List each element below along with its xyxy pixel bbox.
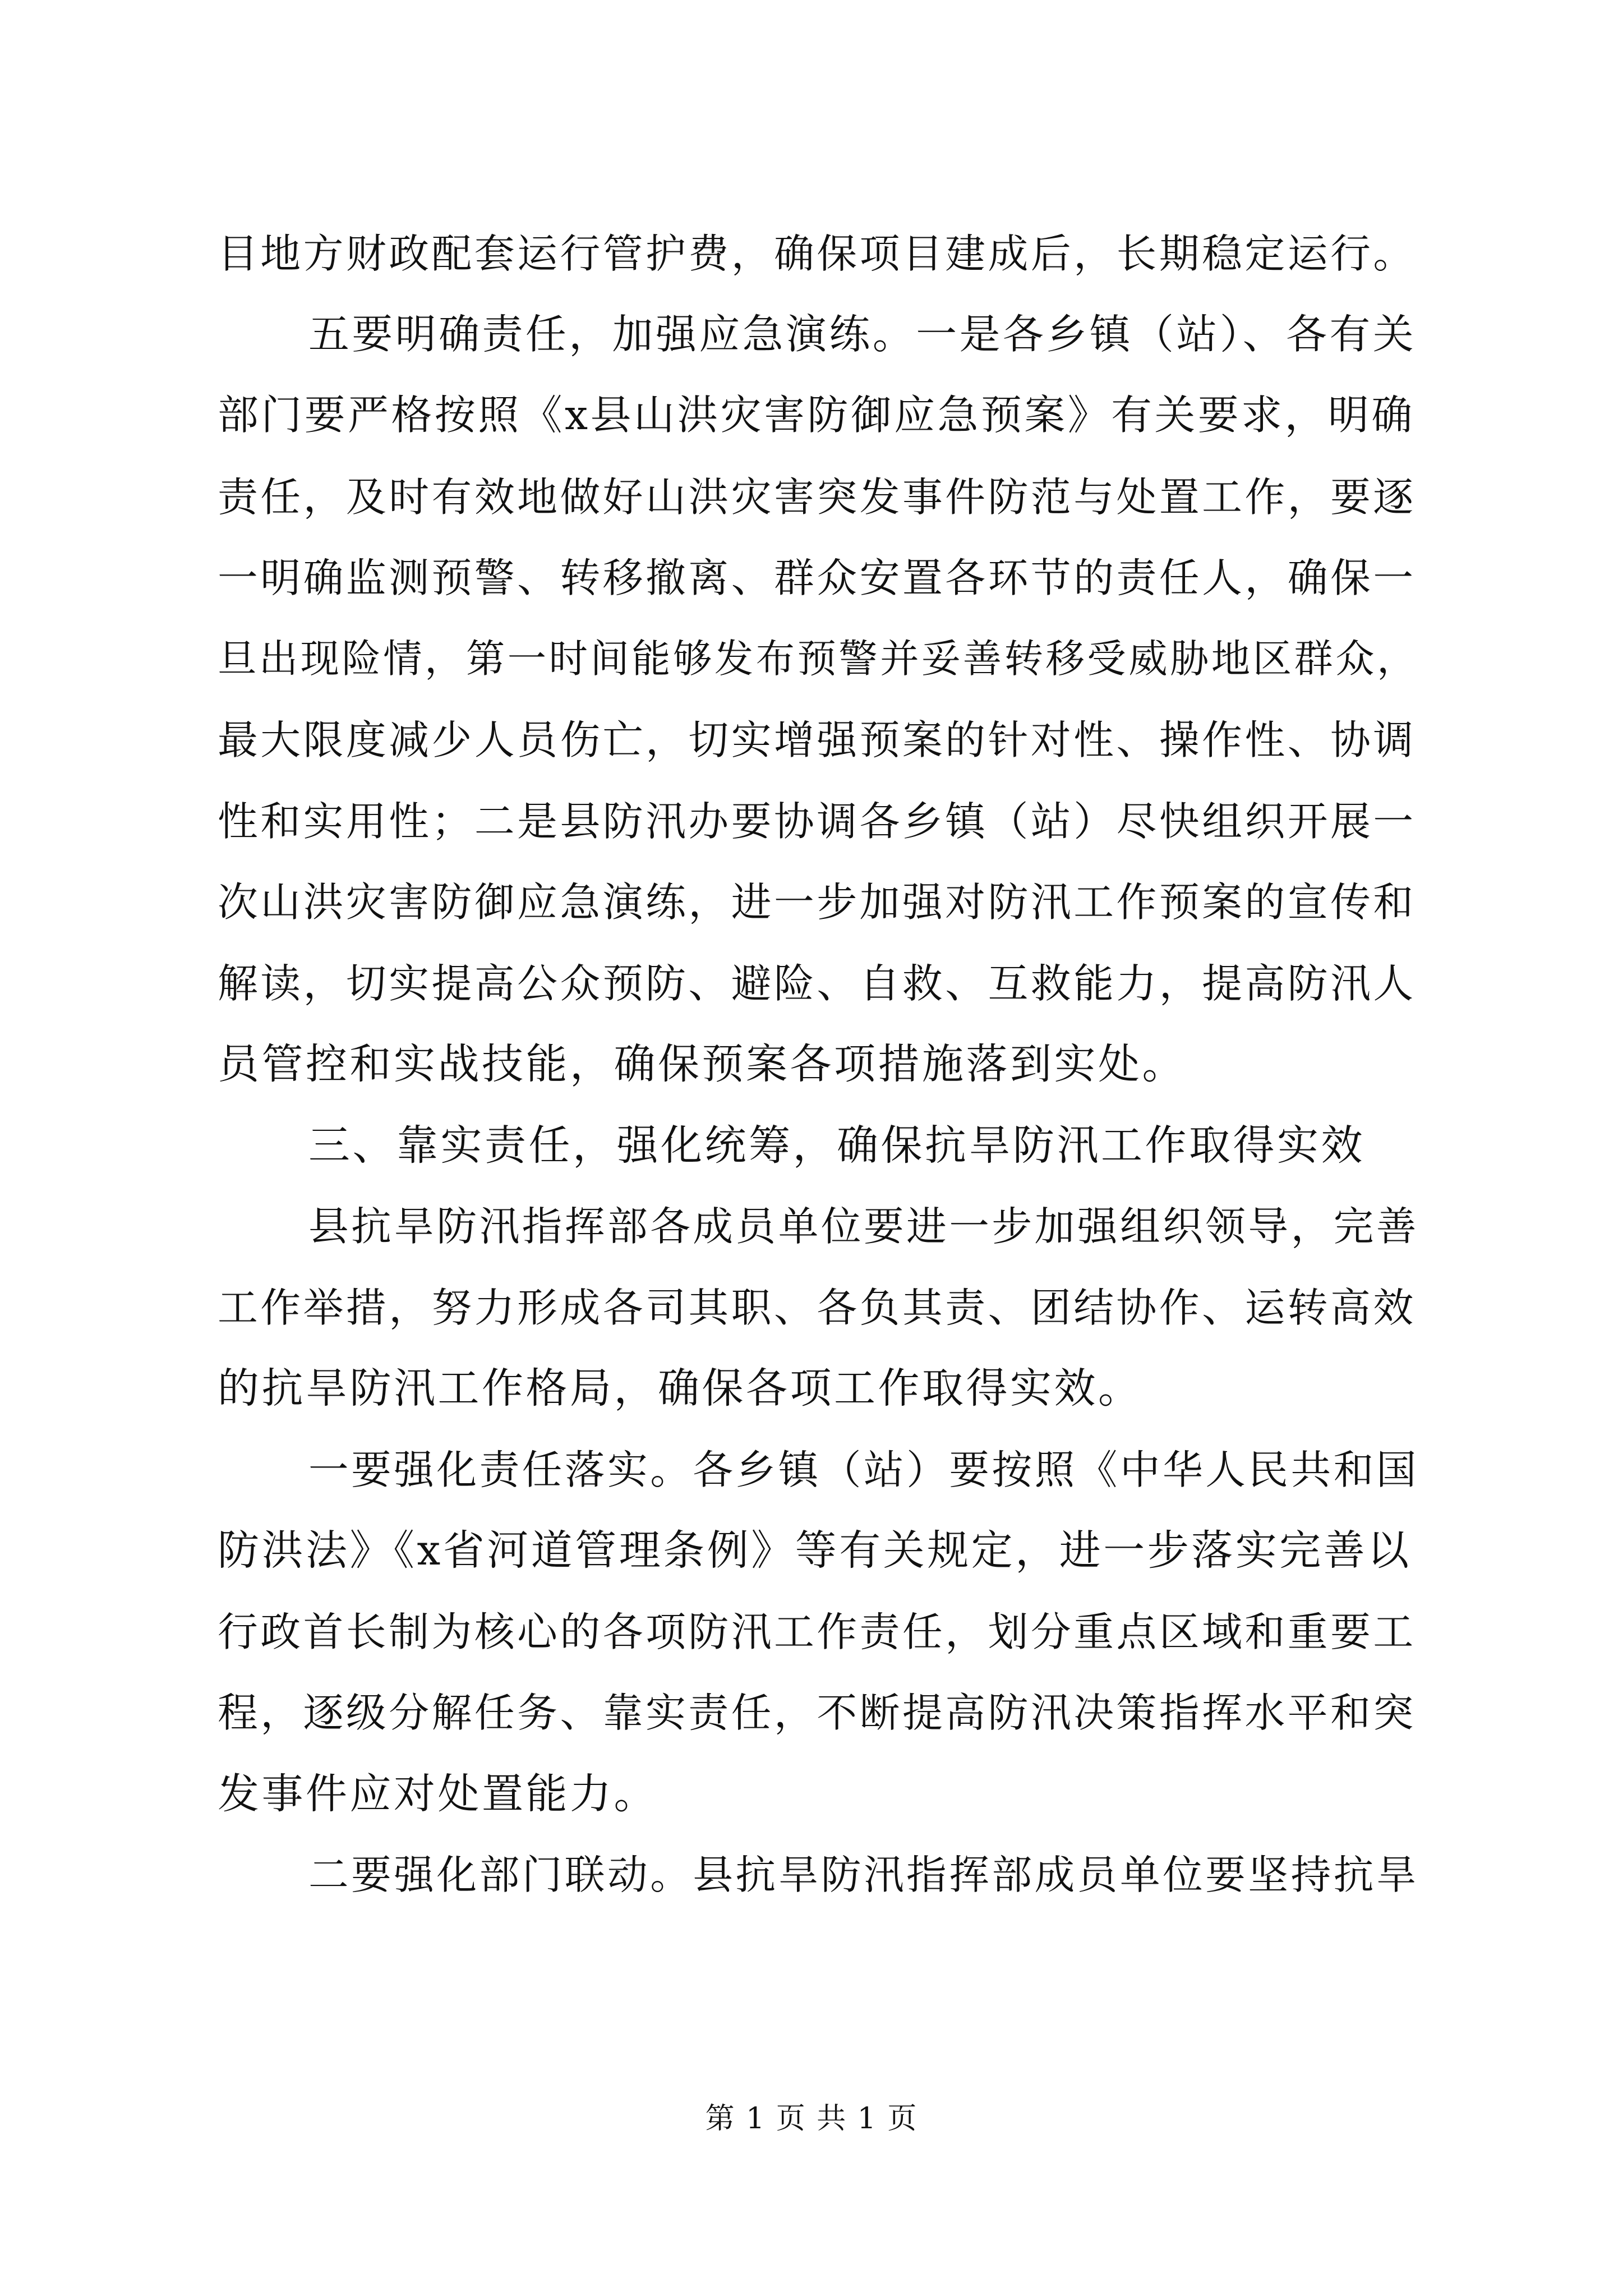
text-line: 解读，切实提高公众预防、避险、自救、互救能力，提高防汛人 (218, 959, 1416, 1007)
page-footer: 第 1 页 共 1 页 (705, 2102, 918, 2136)
text-line: 旦出现险情，第一时间能够发布预警并妥善转移受威胁地区群众， (218, 636, 1419, 682)
text-line: 性和实用性；二是县防汛办要协调各乡镇（站）尽快组织开展一 (218, 797, 1416, 845)
text-line: 目地方财政配套运行管护费，确保项目建成后，长期稳定运行。 (218, 230, 1416, 277)
text-line: 的抗旱防汛工作格局，确保各项工作取得实效。 (218, 1364, 1142, 1412)
text-line: 工作举措，努力形成各司其职、各负其责、团结协作、运转高效 (218, 1283, 1416, 1331)
text-line: 次山洪灾害防御应急演练，进一步加强对防汛工作预案的宣传和 (218, 878, 1416, 926)
text-line: 发事件应对处置能力。 (218, 1769, 658, 1818)
text-line: 行政首长制为核心的各项防汛工作责任，划分重点区域和重要工 (218, 1608, 1416, 1655)
document-body (218, 213, 1426, 1916)
text-line: 二要强化部门联动。县抗旱防汛指挥部成员单位要坚持抗旱 (308, 1851, 1419, 1898)
text-line: 责任，及时有效地做好山洪灾害突发事件防范与处置工作，要逐 (218, 473, 1416, 521)
text-line: 程，逐级分解任务、靠实责任，不断提高防汛决策指挥水平和突 (218, 1689, 1416, 1736)
text-line: 员管控和实战技能，确保预案各项措施落到实处。 (218, 1040, 1186, 1088)
text-line: 五要明确责任，加强应急演练。一是各乡镇（站）、各有关 (308, 310, 1417, 358)
text-line: 最大限度减少人员伤亡，切实增强预案的针对性、操作性、协调 (218, 716, 1416, 763)
text-line: 一明确监测预警、转移撤离、群众安置各环节的责任人，确保一 (218, 554, 1416, 601)
text-line: 三、靠实责任，强化统筹，确保抗旱防汛工作取得实效 (308, 1121, 1365, 1170)
text-line: 一要强化责任落实。各乡镇（站）要按照《中华人民共和国 (308, 1446, 1419, 1493)
text-line: 防洪法》《x省河道管理条例》等有关规定，进一步落实完善以 (218, 1526, 1412, 1575)
text-line: 县抗旱防汛指挥部各成员单位要进一步加强组织领导，完善 (308, 1203, 1419, 1250)
text-line: 部门要严格按照《x县山洪灾害防御应急预案》有关要求，明确 (218, 392, 1415, 439)
